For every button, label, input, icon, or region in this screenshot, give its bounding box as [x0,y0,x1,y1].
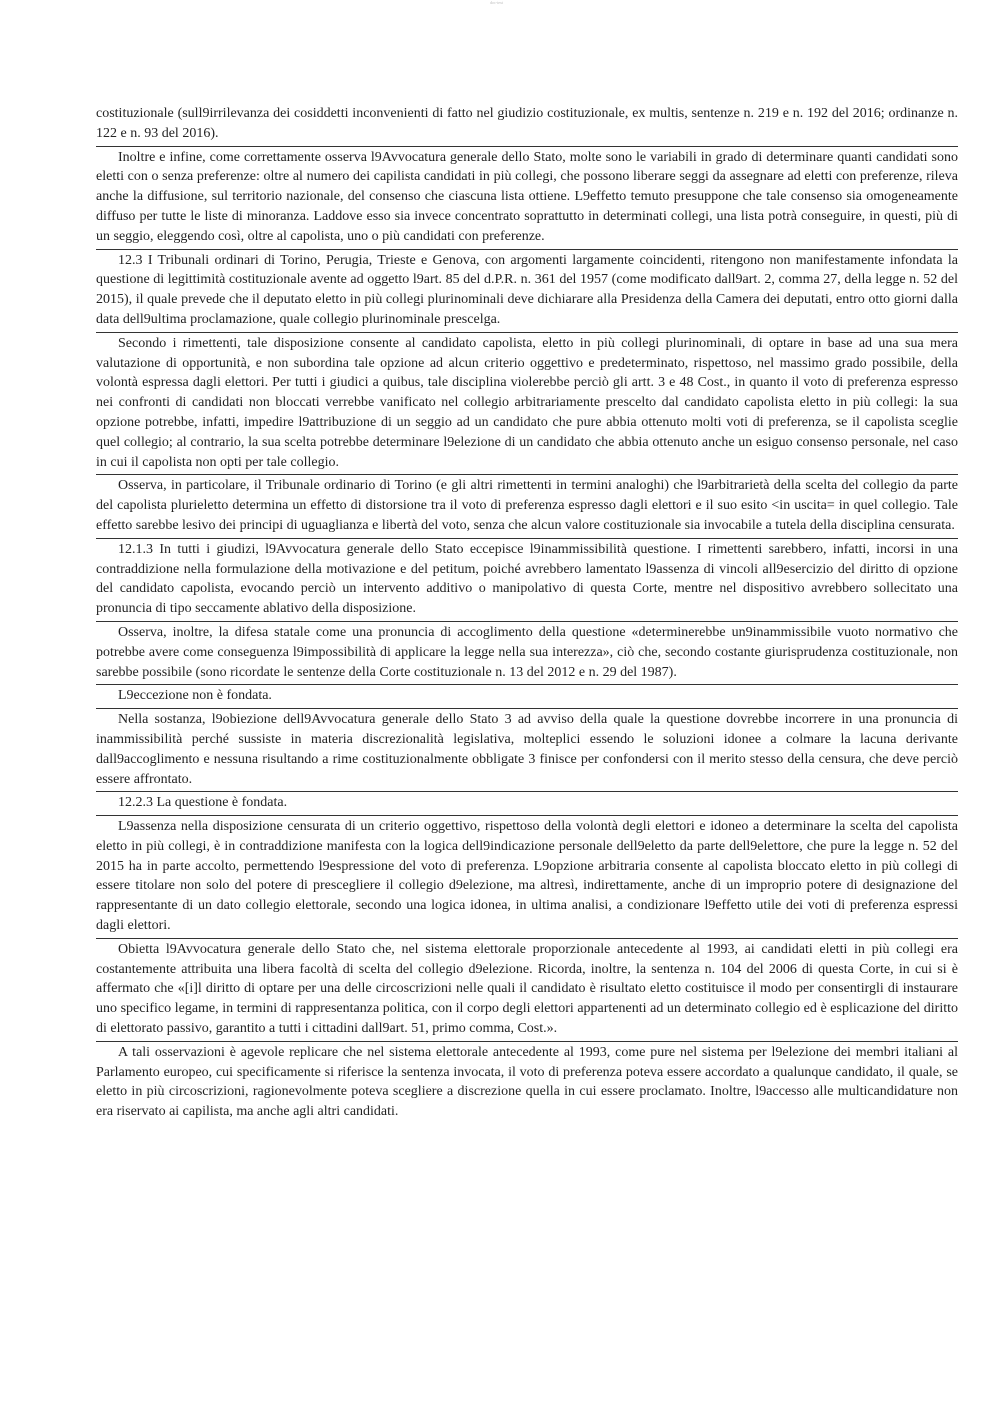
page-header-mark: doc-text [490,0,504,5]
document-body [96,103,958,1124]
paragraph-11: L9assenza nella disposizione censurata di un criterio oggettivo, rispettoso della volontà degli elettori e idoneo a determinare la scelta del capolista eletto in più collegi, è in contraddizione manifesta con la logica dell9indicazione personale dell9eletto da parte dell9elettore, che pure la legge n. 52 del 2015 ha in parte accolto, permettendo l9espressione del voto di preferenza. L9opzione arbitraria consente al capolista bloccato eletto in più collegi di essere titolare non solo del potere di prescegliere il collegio d9elezione, ma altresì, indirettamente, anche di un improprio potere di designazione del rappresentante di un dato collegio elettorale, secondo una logica idonea, in ultima analisi, a condizionare l9effetto utile dei voti di preferenza espressi dagli elettori. [96,816,958,939]
paragraph-9: Nella sostanza, l9obiezione dell9Avvocatura generale dello Stato 3 ad avviso della quale la questione dovrebbe incorrere in una pronuncia di inammissibilità perché sussiste in materia discrezionalità legislativa, molteplici essendo le soluzioni idonee a colmare la lacuna derivante dall9accoglimento e nessuna risultando a rime costituzionalmente obbligate 3 finisce per confondersi con il merito stesso della censura, che deve perciò essere affrontato. [96,709,958,792]
paragraph-12: Obietta l9Avvocatura generale dello Stato che, nel sistema elettorale proporzionale antecedente al 1993, ai candidati eletti in più collegi era costantemente attribuita una libera facoltà di scelta del collegio d9elezione. Ricorda, inoltre, la sentenza n. 104 del 2006 di questa Corte, in cui si è affermato che «[i]l diritto di optare per una delle circoscrizioni nelle quali il candidato è risultato eletto costituisce il modo per consentirgli di instaurare uno specifico legame, in termini di rappresentanza politica, con il corpo degli elettori appartenenti ad un determinato collegio ed è esplicazione del diritto di elettorato passivo, garantito a tutti i cittadini dall9art. 51, primo comma, Cost.». [96,939,958,1042]
paragraph-8: L9eccezione non è fondata. [96,685,958,709]
paragraph-2: Inoltre e infine, come correttamente osserva l9Avvocatura generale dello Stato, molte sono le variabili in grado di determinare quanti candidati sono eletti con o senza preferenze: oltre al numero dei capilista candidati in più collegi, che possono liberare seggi da assegnare ad eletti con preferenze, rileva anche la diffusione, sul territorio nazionale, del consenso che ciascuna lista ottiene. L9effetto temuto presuppone che tale consenso sia omogeneamente diffuso per tutte le liste di minoranza. Laddove esso sia invece concentrato soprattutto in determinati collegi, una lista potrà conseguire, in questi, più di un seggio, eleggendo così, oltre al capolista, uno o più candidati con preferenze. [96,147,958,250]
paragraph-13: A tali osservazioni è agevole replicare che nel sistema elettorale antecedente al 1993, come pure nel sistema per l9elezione dei membri italiani al Parlamento europeo, cui specificamente si riferisce la sentenza invocata, il voto di preferenza poteva essere accordato a qualunque candidato, il quale, se eletto in più circoscrizioni, ragionevolmente poteva scegliere a discrezione quella in cui essere proclamato. Inoltre, l9accesso alle multicandidature non era riservato ai capilista, ma anche agli altri candidati. [96,1044,958,1120]
paragraph-3: 12.3 I Tribunali ordinari di Torino, Perugia, Trieste e Genova, con argomenti largamente coincidenti, ritengono non manifestamente infondata la questione di legittimità costituzionale avente ad oggetto l9art. 85 del d.P.R. n. 361 del 1957 (come modificato dall9art. 2, comma 27, della legge n. 52 del 2015), il quale prevede che il deputato eletto in più collegi plurinominali deve dichiarare alla Presidenza della Camera dei deputati, entro otto giorni dalla data dell9ultima proclamazione, quale collegio plurinominale prescelga. [96,250,958,333]
paragraph-10: 12.2.3 La questione è fondata. [96,792,958,816]
paragraph-6: 12.1.3 In tutti i giudizi, l9Avvocatura generale dello Stato eccepisce l9inammissibilità questione. I rimettenti sarebbero, infatti, incorsi in una contraddizione nella formulazione della motivazione e del petitum, poiché avrebbero lamentato l9assenza di vincoli all9esercizio del diritto di opzione del candidato capolista, evocando perciò un intervento additivo o manipolativo di questa Corte, mentre nel dispositivo avrebbero sollecitato una pronuncia di tipo seccamente ablativo della disposizione. [96,539,958,622]
paragraph-1: costituzionale (sull9irrilevanza dei cosiddetti inconvenienti di fatto nel giudizio costituzionale, ex multis, sentenze n. 219 e n. 192 del 2016; ordinanze n. 122 e n. 93 del 2016). [96,103,958,147]
paragraph-7: Osserva, inoltre, la difesa statale come una pronuncia di accoglimento della questione «determinerebbe un9inammissibile vuoto normativo che potrebbe avere come conseguenza l9impossibilità di applicare la legge nella sua interezza», ciò che, secondo costante giurisprudenza costituzionale, non sarebbe possibile (sono ricordate le sentenze della Corte costituzionale n. 13 del 2012 e n. 29 del 1987). [96,622,958,685]
paragraph-4: Secondo i rimettenti, tale disposizione consente al candidato capolista, eletto in più collegi plurinominali, di optare in base ad una sua mera valutazione di opportunità, e non subordina tale opzione ad alcun criterio oggettivo e predeterminato, rispettoso, nel massimo grado possibile, della volontà espressa dagli elettori. Per tutti i giudici a quibus, tale disciplina violerebbe perciò gli artt. 3 e 48 Cost., in quanto il voto di preferenza espresso nei confronti di candidati non bloccati verrebbe vanificato nel collegio arbitrariamente prescelto dal candidato capolista eletto in più collegi: la sua opzione potrebbe, infatti, impedire l9attribuzione di un seggio ad un candidato che pure abbia ottenuto molti voti di preferenza, se il capolista sceglie quel collegio; al contrario, la sua scelta potrebbe determinare l9elezione di un candidato che abbia ottenuto anche un esiguo consenso personale, nel caso in cui il capolista non opti per tale collegio. [96,333,958,476]
paragraph-5: Osserva, in particolare, il Tribunale ordinario di Torino (e gli altri rimettenti in termini analoghi) che l9arbitrarietà della scelta del collegio da parte del capolista plurieletto determina un effetto di distorsione tra il voto di preferenza espresso dagli elettori e il suo esito <in uscita= in quel collegio. Tale effetto sarebbe lesivo dei principi di uguaglianza e libertà del voto, senza che alcun valore costituzionale sia invocabile a tutela della disciplina censurata. [96,475,958,538]
